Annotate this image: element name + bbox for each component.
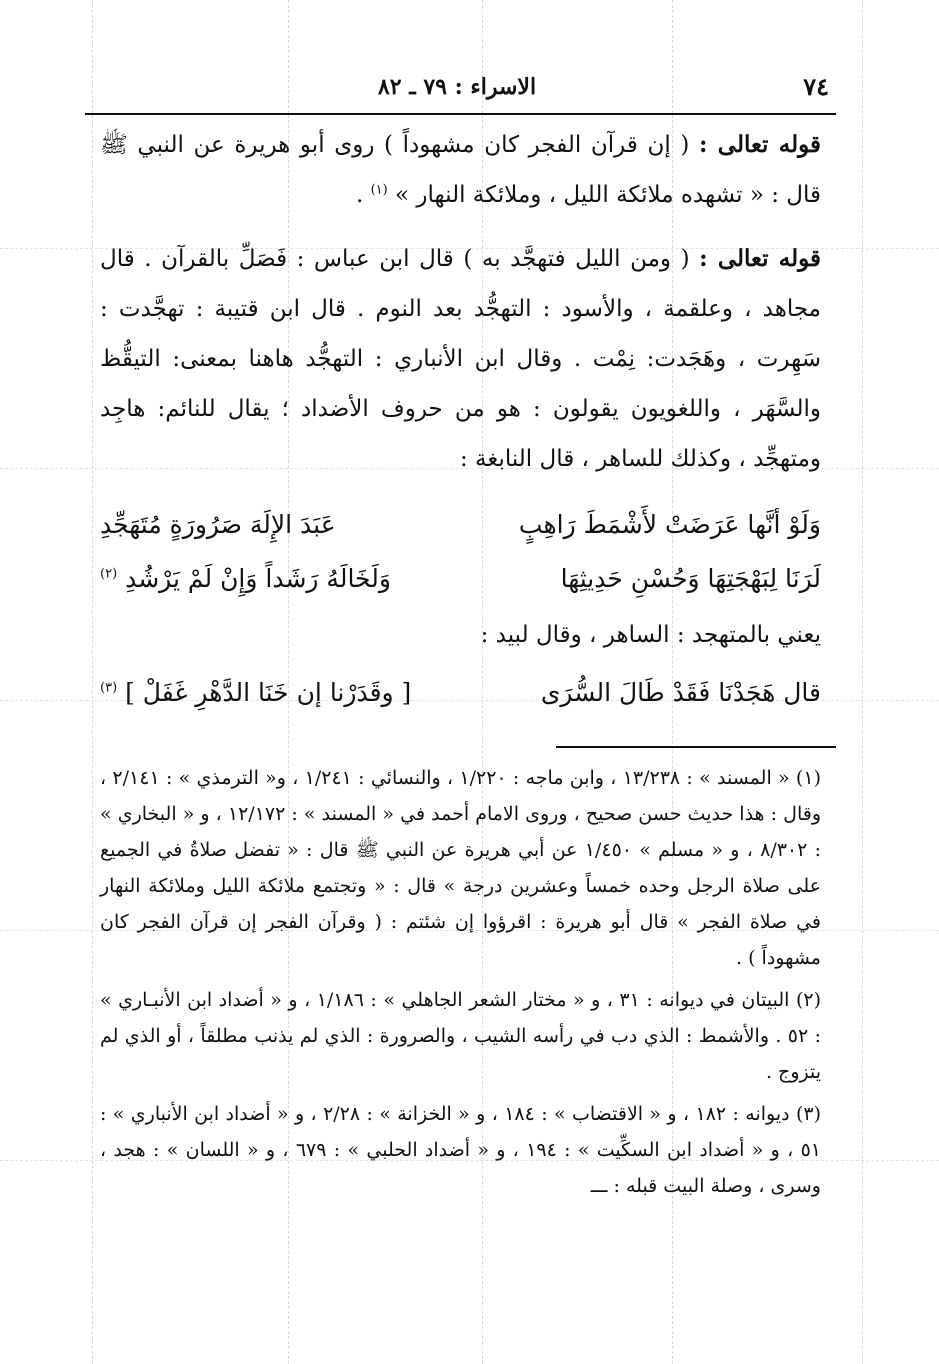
footnote-rule: [556, 746, 836, 748]
hemistich-second: [100, 666, 411, 720]
paragraph-end: .: [355, 182, 364, 208]
verse-labid: [100, 666, 821, 720]
paragraph-text: يعني بالمتهجد : الساهر ، وقال لبيد :: [480, 622, 821, 648]
hemistich-first: قال هَجَدْنَا فَقَدْ طَالَ السُّرَى: [540, 678, 821, 707]
running-title: الاسراء : ٧٩ ـ ٨٢: [377, 74, 537, 100]
paragraph-tahajjud: [100, 234, 821, 484]
hemistich-first: لَرَنَا لِبَهْجَتِهَا وَحُسْنِ حَدِيثِهَا: [560, 564, 821, 593]
paragraph-lead: قوله تعالى :: [698, 131, 821, 158]
footnote-3: (٣) ديوانه : ١٨٢ ، و « الاقتضاب » : ١٨٤ ، و « الخزانة » : ٢/٢٨ ، و « أضداد ابن الأنباري » : ٥١ ، و « أضداد ابن السكِّيت » : ١٩٤ ، و « أضداد الحلبي » : ٦٧٩ ، و « اللسان » : هجد ، وسرى ، وصلة البيت قبله : ـــ: [100, 1103, 821, 1197]
main-text: [100, 120, 821, 724]
header-rule: [85, 113, 836, 115]
hemistich-second: [100, 552, 391, 606]
page-number: ٧٤: [803, 72, 829, 101]
verse-line: [100, 552, 821, 606]
verse-nabigha: [100, 498, 821, 606]
footnote-1: (١) « المسند » : ١٣/٢٣٨ ، وابن ماجه : ١/٢٢٠ ، والنسائي : ١/٢٤١ ، و« الترمذي » : ٢/١٤١ ، وقال : هذا حديث حسن صحيح ، وروى الامام أحمد في « المسند » : ١٢/١٧٢ ، و « البخاري » : ٨/٣٠٢ ، و « مسلم » ١/٤٥٠ عن أبي هريرة عن النبي ﷺ قال : « تفضل صلاةُ في الجميع على صلاة الرجل وحده خمساً وعشرين درجة » قال : « وتجتمع ملائكة الليل وملائكة النهار في صلاة الفجر » قال أبو هريرة : اقرؤوا إن شئتم : ( وقرآن الفجر إن قرآن الفجر كان مشهوداً ) .: [100, 767, 821, 969]
hemistich-text: [ وقَدَرْنا إن خَنَا الدَّهْرِ غَفَلْ ]: [125, 678, 412, 707]
paragraph-fajr: [100, 120, 821, 220]
paragraph-lead: قوله تعالى :: [699, 245, 822, 272]
paragraph-text: ( ومن الليل فتهجَّد به ) قال ابن عباس : فَصَلِّ بالقرآن . قال مجاهد ، وعلقمة ، والأسود : التهجُّد بعد النوم . قال ابن قتيبة : تهجَّدت : سَهِرت ، وهَجَدت: نِمْت . وقال ابن الأنباري : التهجُّد هاهنا بمعنى: التيقُّظ والسَّهَر ، واللغويون يقولون : هو من حروف الأضداد ؛ يقال للنائم: هاجِد ومتهجِّد ، وكذلك للساهر ، قال النابغة :: [100, 246, 821, 472]
footnote-ref: (٢): [100, 566, 118, 582]
footnotes: [100, 760, 821, 1210]
verse-line: [100, 498, 821, 552]
hemistich-text: وَلَخَالَهُ رَشَداً وَإِنْ لَمْ يَرْشُدِ: [125, 564, 391, 593]
footnote-ref: (١): [370, 182, 388, 198]
paragraph-text: ( إن قرآن الفجر كان مشهوداً ) روى أبو هريرة عن النبي ﷺ قال : « تشهده ملائكة الليل ، وملائكة النهار »: [100, 132, 821, 208]
hemistich-second: عَبَدَ الإِلَهَ صَرُورَةٍ مُتَهَجِّدِ: [100, 510, 336, 539]
hemistich-first: وَلَوْ أنَّها عَرَضَتْ لأَشْمَطَ رَاهِبٍ: [518, 510, 821, 539]
footnote-2: (٢) البيتان في ديوانه : ٣١ ، و « مختار الشعر الجاهلي » : ١/١٨٦ ، و « أضداد ابن الأنبـاري » : ٥٢ . والأشمط : الذي دب في رأسه الشيب ، والصرورة : الذي لم يذنب مطلقاً ، أو الذي لم يتزوج .: [100, 989, 821, 1083]
footnote-ref: (٣): [100, 680, 118, 696]
verse-line: [100, 666, 821, 720]
page-header: [85, 72, 829, 112]
paragraph-labid: [100, 610, 821, 660]
